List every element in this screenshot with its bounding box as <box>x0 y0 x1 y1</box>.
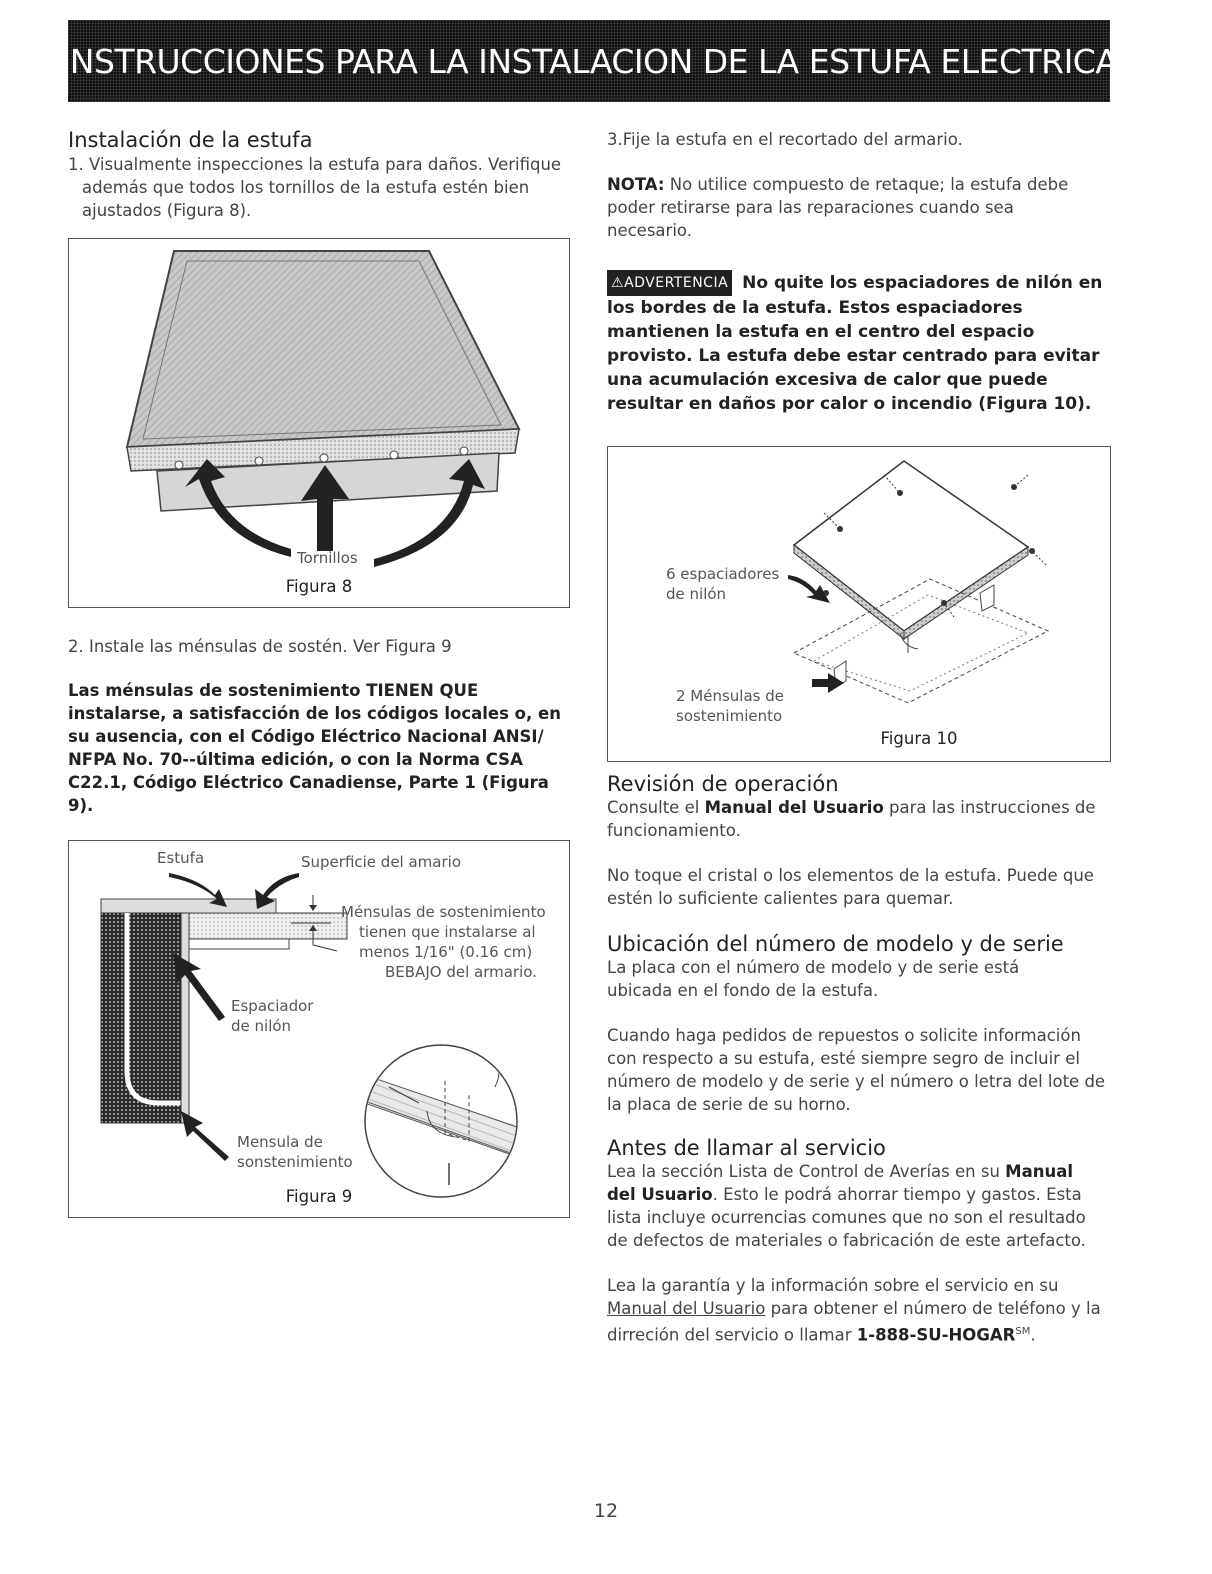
page-number: 12 <box>593 1500 619 1522</box>
step-3-text: 3.Fije la estufa en el recortado del armario. <box>607 130 963 149</box>
figure-8-caption: Figura 8 <box>285 577 353 596</box>
section-heading-ubicacion: Ubicación del número de modelo y de serie <box>607 932 1064 956</box>
antes-pre-text: Lea la sección Lista de Control de Averías en su <box>607 1162 1000 1181</box>
warning-text: No quite los espaciadores de nilón en los bordes de la estufa. Estos espaciadores mantienen la estufa en el centro del espacio provisto. La estufa debe estar centrado para evitar una acumulación excesiva de calor que puede resultar en daños por calor o incendio (Figura 10). <box>607 273 1103 414</box>
mensulas-label-line3: menos 1/16" (0.16 cm) <box>359 943 533 961</box>
garantia-mid-text: para obtener el número de teléfono y la dirreción del servicio o llamar <box>607 1299 1101 1345</box>
mensula-label-line1: Mensula de <box>237 1133 323 1151</box>
revision-paragraph <box>607 796 1097 842</box>
figure-9 <box>68 840 570 1218</box>
step-2-text: 2. Instale las ménsulas de sostén. Ver Figura 9 <box>68 637 452 656</box>
fig10-espaciadores-line2: de nilón <box>666 585 727 603</box>
section-heading-instalacion: Instalación de la estufa <box>68 128 313 152</box>
mensulas-label-line4: BEBAJO del armario. <box>385 963 537 981</box>
superficie-label: Superficie del amario <box>301 853 461 871</box>
cuando-paragraph: Cuando haga pedidos de repuestos o solicite información con respecto a su estufa, esté siempre segro de incluir el número de modelo y de serie y el número o letra del lote de la placa de serie de su horno. <box>607 1026 1106 1114</box>
mensulas-label-line1: Ménsulas de sostenimiento <box>341 903 546 921</box>
mensulas-label-line2: tienen que instalarse al <box>359 923 536 941</box>
step-1-text: 1. Visualmente inspecciones la estufa para daños. Verifique además que todos los tornillos de la estufa estén bien ajustados (Figura 8). <box>68 155 562 220</box>
left-column <box>68 128 570 1218</box>
antes-post-text: . Esto le podrá ahorrar tiempo y gastos. Esta lista incluye ocurrencias comunes que no son el resultado de defectos de materiales o fabricación de este artefacto. <box>607 1185 1086 1250</box>
fig10-mensulas-line1: 2 Ménsulas de <box>676 687 785 705</box>
estufa-label: Estufa <box>157 849 205 867</box>
no-toque-paragraph: No toque el cristal o los elementos de la estufa. Puede que estén lo suficiente calientes para quemar. <box>607 866 1094 908</box>
service-mark: SM <box>1015 1326 1031 1337</box>
figure-8 <box>68 238 570 608</box>
warning-paragraph <box>607 270 1107 416</box>
ubicacion-paragraph: La placa con el número de modelo y de serie está ubicada en el fondo de la estufa. <box>607 958 1020 1000</box>
garantia-period: . <box>1030 1325 1036 1345</box>
brackets-code-note: Las ménsulas de sostenimiento TIENEN QUE instalarse, a satisfacción de los códigos locales o, en su ausencia, con el Código Eléctrico Nacional ANSI/ NFPA No. 70--última edición, o con la Norma CSA C22.1, Código Eléctrico Canadiense, Parte 1 (Figura 9). <box>68 681 561 815</box>
antes-paragraph <box>607 1160 1107 1252</box>
espaciador-label-line1: Espaciador <box>231 997 314 1015</box>
garantia-pre-text: Lea la garantía y la información sobre el servicio en su <box>607 1276 1059 1295</box>
espaciador-label-line2: de nilón <box>231 1017 292 1035</box>
warning-badge: ⚠︎ADVERTENCIA <box>607 270 732 296</box>
section-heading-antes: Antes de llamar al servicio <box>607 1136 886 1160</box>
nota-label: NOTA: <box>607 175 665 194</box>
figure-10 <box>607 446 1111 762</box>
screws-label: Tornillos <box>297 549 358 567</box>
garantia-paragraph <box>607 1274 1107 1347</box>
page-header-banner <box>60 20 1118 102</box>
right-column <box>607 128 1110 1347</box>
warning-badge-text: ADVERTENCIA <box>624 275 729 291</box>
service-phone-number: 1-888-SU-HOGAR <box>856 1325 1016 1345</box>
manual-usuario-ref: Manual del Usuario <box>704 798 884 817</box>
section-heading-revision: Revisión de operación <box>607 772 839 796</box>
antes-manual-ref: Manual del Usuario <box>607 1162 1074 1204</box>
figure-10-caption: Figura 10 <box>880 729 958 748</box>
figure-9-caption: Figura 9 <box>285 1187 353 1206</box>
revision-post-text: para las instrucciones de funcionamiento. <box>607 798 1096 840</box>
nota-text: No utilice compuesto de retaque; la estufa debe poder retirarse para las reparaciones cuando sea necesario. <box>607 175 1069 240</box>
mensula-label-line2: sonstenimiento <box>237 1153 353 1171</box>
revision-pre-text: Consulte el <box>607 798 700 817</box>
fig10-espaciadores-line1: 6 espaciadores <box>666 565 780 583</box>
fig10-mensulas-line2: sostenimiento <box>676 707 783 725</box>
page-header-title: INSTRUCCIONES PARA LA INSTALACION DE LA ESTUFA ELECTRICA <box>60 41 1118 81</box>
manual-usuario-link[interactable]: Manual del Usuario <box>607 1299 766 1318</box>
nota-paragraph <box>607 173 1097 242</box>
